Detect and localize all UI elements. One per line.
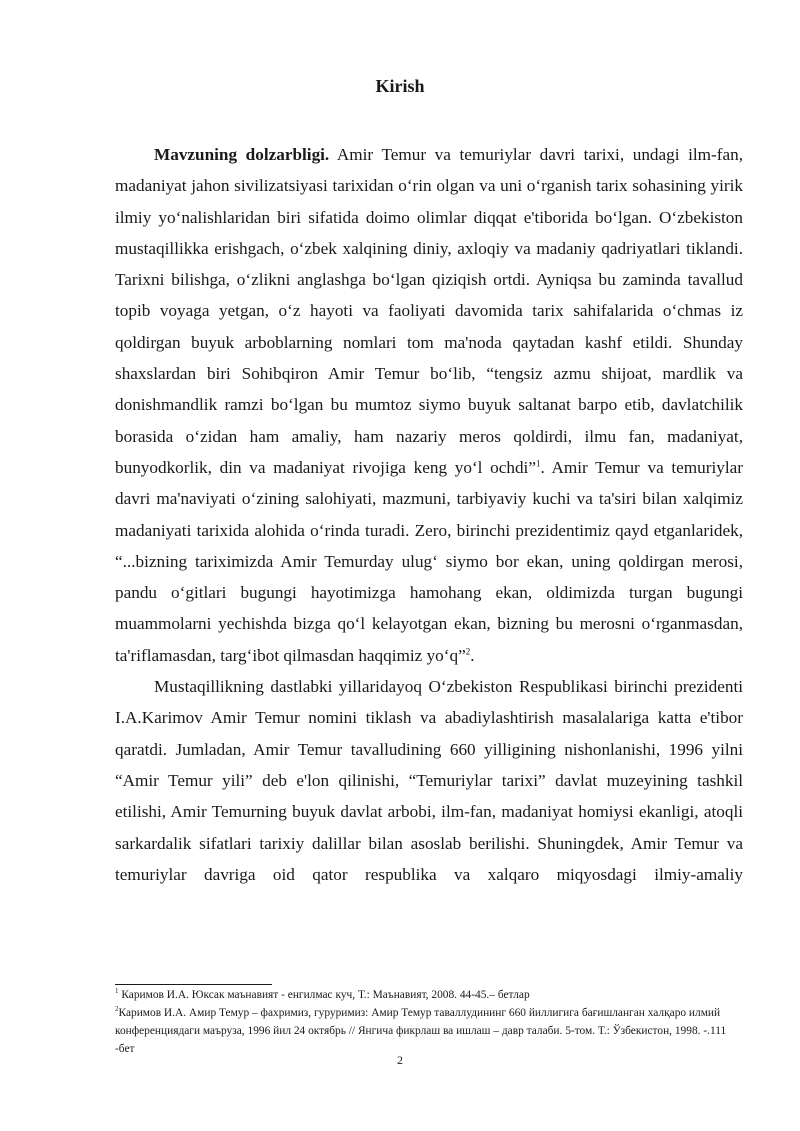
page-number: 2 [397, 1053, 403, 1067]
footnote-ref-2: 2 [465, 646, 471, 657]
footnote-ref-1: 1 [535, 458, 541, 469]
paragraph-text: Mustaqillikning dastlabki yillaridayoq O‘zbekiston Respublikasi birinchi prezidenti I.A.Karimov Amir Temur nomini tiklash va abadiylashtirish masalalariga katta e'tibor qaratdi. Jumladan, Amir Temur tavalludining 660 yilligining nishonlanishi, 1996 yilni “Amir Temur yili” deb e'lon qilinishi, “Temuriylar tarixi” davlat muzeyining tashkil etilishi, Amir Temurning buyuk davlat arbobi, ilm-fan, madaniyat homiysi ekanligi, atoqli sarkardalik sifatlari tarixiy dalillar bilan asoslab berilishi. Shuningdek, Amir Temur va temuriylar davriga oid qator respublika va xalqaro miqyosdagi ilmiy-amaliy [115, 677, 743, 884]
footnote-text: Каримов И.А. Амир Темур – фахримиз, гуруримиз: Амир Темур таваллудининг 660 йиллигига бағишланган халқаро илмий конференциядаги маъруза, 1996 йил 24 октябрь // Янгича фикрлаш ва ишлаш – давр талаби. 5-том. Т.: Ўзбекистон, 1998. -.111 -бет [115, 1007, 727, 1055]
paragraph-text: Amir Temur va temuriylar davri tarixi, undagi ilm-fan, madaniyat jahon sivilizatsiyasi tarixidan o‘rin olgan va uni o‘rganish tarix sohasining yirik ilmiy yo‘nalishlaridan biri sifatida doimo olimlar diqqat e'tiborida bo‘lgan. O‘zbekiston mustaqillikka erishgach, o‘zbek xalqining diniy, axloqiy va madaniy qadriyatlari tiklandi. Tarixni bilishga, o‘zlikni anglashga bo‘lgan qiziqish ortdi. Ayniqsa bu zaminda tavallud topib voyaga yetgan, o‘z hayoti va faoliyati davomida tarix sahifalarida o‘chmas iz qoldirgan buyuk arboblarning nomlari tom ma'noda qaytadan kashf etildi. Shunday shaxslardan biri Sohibqiron Amir Temur bo‘lib, “tengsiz azmu shijoat, mardlik va donishmandlik ramzi bo‘lgan bu mumtoz siymo buyuk saltanat barpo etib, davlatchilik borasida o‘zidan ham amaliy, ham nazariy meros qoldirdi, ilmu fan, madaniyat, bunyodkorlik, din va madaniyat rivojiga keng yo‘l ochdi” [115, 145, 743, 477]
body-text [115, 139, 743, 890]
paragraph-text: . [470, 645, 475, 665]
paragraph-independence [115, 671, 743, 890]
page-title: Kirish [375, 76, 425, 96]
footnote-mark: 1 [115, 987, 119, 996]
footnote-text: Каримов И.А. Юксак маънавият - енгилмас куч, Т.: Маънавият, 2008. 44-45.– бетлар [118, 989, 530, 1001]
footnote-1 [115, 986, 743, 1004]
paragraph-text: . Amir Temur va temuriylar davri ma'naviyati o‘zining salohiyati, mazmuni, tarbiyaviy kuchi va ta'siri bilan xalqimiz madaniyati tarixida alohida o‘rinda turadi. Zero, birinchi prezidentimiz qayd etganlaridek, “...bizning tariximizda Amir Temurday ulug‘ siymo bor ekan, uning qoldirgan merosi, pandu o‘gitlari bugungi hayotimizga hamohang ekan, oldimizda turgan bugungi muammolarni yechishda bizga qo‘l kelayotgan ekan, bizning bu merosni o‘rganmasdan, ta'riflamasdan, targ‘ibot qilmasdan haqqimiz yo‘q” [115, 457, 743, 665]
footnote-2 [115, 1004, 743, 1058]
paragraph-relevance [115, 139, 743, 671]
footnotes [115, 986, 743, 1058]
footnote-separator [115, 984, 272, 985]
paragraph-lead-heading: Mavzuning dolzarbligi. [154, 145, 330, 164]
footnote-mark: 2 [115, 1005, 119, 1014]
